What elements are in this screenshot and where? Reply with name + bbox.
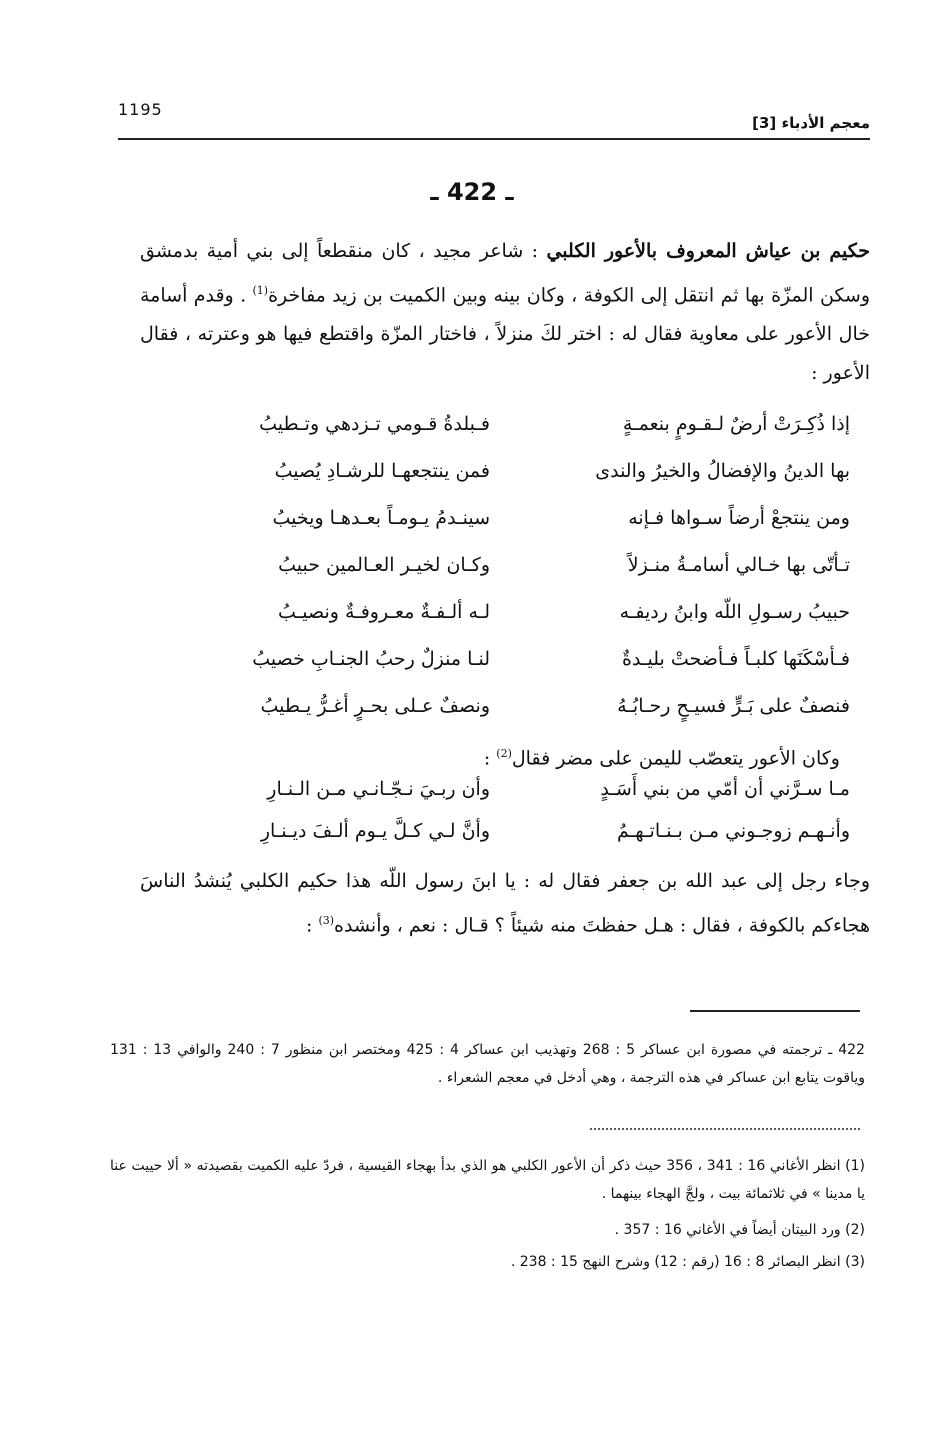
verse-second-hemistich: فمن ينتجعهـا للرشـادِ يُصيبُ: [274, 460, 490, 482]
entry-intro-paragraph: [140, 232, 870, 393]
verse-second-hemistich: ونصفٌ عـلى بحـرٍ أغـرُّ يـطيبُ: [260, 695, 490, 717]
footnote-3: (3) انظر البصائر 8 : 16 (رقم : 12) وشرح النهج 15 : 238 .: [510, 1254, 865, 1270]
header-rule: [118, 138, 870, 140]
verse-first-hemistich: فنصفٌ على بَـرٍّ فسيـحٍ رحـابُـهُ: [617, 695, 850, 717]
verse-line: [140, 687, 850, 734]
verse-first-hemistich: ومن ينتجعْ أرضاً سـواها فـإنه: [628, 507, 850, 529]
closing-paragraph: [140, 862, 870, 945]
verse-second-hemistich: لـه ألـفـةٌ معـروفـةٌ ونصيـبُ: [278, 601, 490, 623]
verse-second-hemistich: فـبلدةُ قـومي تـزدهي وتـطيبُ: [259, 413, 490, 435]
note-ref-1: (1): [252, 284, 269, 297]
dotted-separator: [590, 1128, 860, 1130]
verse-first-hemistich: فـأسْكَنَها كلبـاً فـأضحتْ بليـدةٌ: [622, 648, 850, 670]
intro-text-tail: . وقدم أسامة خال الأعور على معاوية فقال له : اختر لكَ منزلاً ، فاختار المزّة واقتطع فيها هو وعترته ، فقال الأعور :: [140, 284, 870, 385]
entry-name: حكيم بن عياش المعروف بالأعور الكلبي: [546, 240, 870, 262]
para3-text: وجاء رجل إلى عبد الله بن جعفر فقال له : يا ابنَ رسول اللّه هذا حكيم الكلبي يُنشدُ الناسَ هجاءكم بالكوفة ، فقال : هـل حفظتَ منه شيئاً ؟ قـال : نعم ، وأنشده: [140, 870, 870, 937]
verse-line: [140, 593, 850, 640]
note-ref-3: (3): [318, 914, 335, 927]
verse-first-hemistich: وأنـهـم زوجـوني مـن بـنـاتـهـمُ: [617, 820, 850, 842]
footnote-1: (1) انظر الأغاني 16 : 341 ، 356 حيث ذكر أن الأعور الكلبي هو الذي بدأ بهجاء القيسية ، فردّ عليه الكميت بقصيدته « ألا حييت عنا يا مدينا » في ثلاثمائة بيت ، ولجَّ الهجاء بينهما .: [110, 1158, 866, 1202]
page-number: 1195: [118, 100, 163, 119]
note-ref-2: (2): [496, 747, 512, 760]
para3-tail: :: [306, 914, 319, 937]
verse-line: [140, 546, 850, 593]
verse-first-hemistich: إذا ذُكِـرَتْ أرضٌ لـقـومٍ بنعمـةٍ: [622, 413, 850, 435]
verse-second-hemistich: لنـا منزلٌ رحبُ الجنـابِ خصيبُ: [252, 648, 490, 670]
verse-line: [140, 452, 850, 499]
verse-line: [140, 770, 850, 812]
verse-first-hemistich: حبيبُ رسـولِ اللّه وابنُ رديفـه: [619, 601, 850, 623]
footnote-entry-sources: 422 ـ ترجمته في مصورة ابن عساكر 5 : 268 وتهذيب ابن عساكر 4 : 425 ومختصر ابن منظور 7 : 240 والوافي 13 : 131 وياقوت يتابع ابن عساكر في هذه الترجمة ، وهي أدخل في معجم الشعراء .: [110, 1042, 865, 1086]
verse-second-hemistich: وأن ربـيَ نـجّـانـي مـن الـنـارِ: [267, 778, 490, 800]
verse-line: [140, 405, 850, 452]
verse-line: [140, 640, 850, 687]
entry-number: ـ 422 ـ: [430, 178, 514, 206]
intro-text: : شاعر مجيد ، كان منقطعاً إلى بني أمية بدمشق وسكن المزّة بها ثم انتقل إلى الكوفة ، وكان بينه وبين الكميت بن زيد مفاخرة: [140, 240, 870, 307]
verse-line: [140, 499, 850, 546]
footnote-rule: [690, 1010, 860, 1012]
verse-first-hemistich: مـا سـرَّني أن أمّي من بني أَسَـدٍ: [600, 778, 850, 800]
poem-2: [140, 770, 850, 854]
book-title: معجم الأدباء [3]: [752, 114, 870, 132]
verse-first-hemistich: تـأتّى بها خـالي أسامـةُ منـزلاً: [627, 554, 850, 576]
verse-line: [140, 812, 850, 854]
para2-text: وكان الأعور يتعصّب لليمن على مضر فقال: [511, 747, 840, 770]
footnote-2: (2) ورد البيتان أيضاً في الأغاني 16 : 357 .: [614, 1222, 865, 1238]
verse-second-hemistich: وأنَّ لـي كـلَّ يـوم ألـفَ ديـنـارِ: [260, 820, 490, 842]
verse-second-hemistich: سينـدمُ يـومـاً بعـدهـا ويخيبُ: [272, 507, 490, 529]
verse-second-hemistich: وكـان لخيـر العـالمين حبيبُ: [278, 554, 490, 576]
page-header: [118, 96, 870, 136]
poem-1: [140, 405, 850, 734]
para2-tail: :: [483, 747, 497, 770]
verse-first-hemistich: بها الدينُ والإفضالُ والخيرُ والندى: [595, 460, 850, 482]
